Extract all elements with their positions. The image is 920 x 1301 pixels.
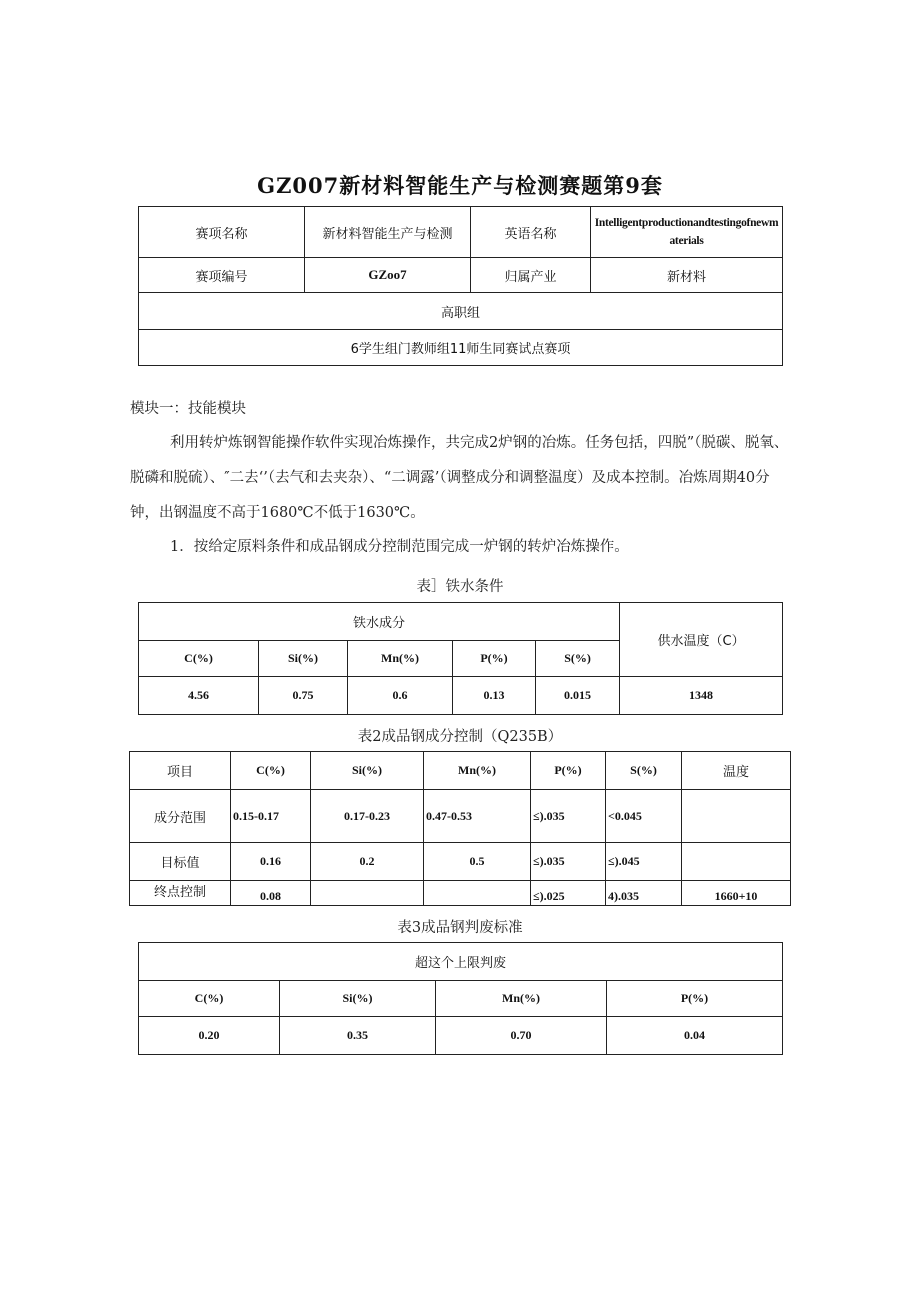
table3-val-p: 0.04 bbox=[607, 1017, 783, 1055]
table3-col-si: Si(%) bbox=[280, 981, 436, 1017]
industry-label: 归属产业 bbox=[471, 258, 591, 293]
table1-col-p: P(%) bbox=[453, 641, 536, 677]
table3-val-c: 0.20 bbox=[139, 1017, 280, 1055]
table-row bbox=[130, 881, 791, 906]
name-label: 赛项名称 bbox=[139, 207, 305, 258]
table-row bbox=[130, 843, 791, 881]
table2-row-label: 成分范围 bbox=[130, 790, 231, 843]
table2-cell: 0.08 bbox=[231, 881, 311, 906]
table2-cell bbox=[682, 790, 791, 843]
table1-val-p: 0.13 bbox=[453, 677, 536, 715]
table2-header-c: C(%) bbox=[231, 752, 311, 790]
table2-cell: 4).035 bbox=[606, 881, 682, 906]
table2-header-p: P(%) bbox=[531, 752, 606, 790]
group-cell: 高职组 bbox=[139, 293, 783, 330]
table1-val-c: 4.56 bbox=[139, 677, 259, 715]
table2-row-label: 终点控制 bbox=[130, 881, 231, 906]
table1-col-c: C(%) bbox=[139, 641, 259, 677]
table3-val-si: 0.35 bbox=[280, 1017, 436, 1055]
task-text: 1．按给定原料条件和成品钢成分控制范围完成一炉钢的转炉冶炼操作。 bbox=[170, 539, 629, 555]
english-label: 英语名称 bbox=[471, 207, 591, 258]
table2-cell: 0.5 bbox=[424, 843, 531, 881]
table1-val-mn: 0.6 bbox=[348, 677, 453, 715]
table1-caption: 表］铁水条件 bbox=[416, 579, 504, 595]
table1-col-mn: Mn(%) bbox=[348, 641, 453, 677]
table2-header-item: 项目 bbox=[130, 752, 231, 790]
table2-cell: <0.045 bbox=[606, 790, 682, 843]
table1-val-s: 0.015 bbox=[536, 677, 620, 715]
table3-col-c: C(%) bbox=[139, 981, 280, 1017]
module-heading: 模块一：技能模块 bbox=[130, 401, 246, 417]
table1-group-header: 铁水成分 bbox=[139, 603, 620, 641]
table2-cell: 0.47-0.53 bbox=[424, 790, 531, 843]
table3-col-p: P(%) bbox=[607, 981, 783, 1017]
table2-cell: 0.16 bbox=[231, 843, 311, 881]
intro-paragraph: 利用转炉炼钢智能操作软件实现冶炼操作，共完成2炉钢的冶炼。任务包括，四脱”（脱碳、脱氧、脱磷和脱硫）、″二去‘’（去气和去夹杂）、“二调露’（调整成分和调整温度）及成本控制。冶炼周期40分钟，出钢温度不高于1680℃不低于1630℃。 bbox=[130, 435, 789, 521]
table2-row-label: 目标值 bbox=[130, 843, 231, 881]
table-row bbox=[130, 790, 791, 843]
name-value: 新材料智能生产与检测 bbox=[305, 207, 471, 258]
code-value: GZoo7 bbox=[305, 258, 471, 293]
table2-caption: 表2成品钢成分控制（Q235B） bbox=[357, 729, 563, 745]
info-table bbox=[138, 206, 783, 366]
table2-header-si: Si(%) bbox=[311, 752, 424, 790]
table3-caption: 表3成品钢判废标准 bbox=[397, 920, 523, 936]
table2-cell: ≤).035 bbox=[531, 843, 606, 881]
table2-cell: 1660+10 bbox=[682, 881, 791, 906]
industry-value: 新材料 bbox=[591, 258, 783, 293]
table1-val-temp: 1348 bbox=[620, 677, 783, 715]
table2-cell bbox=[682, 843, 791, 881]
table1 bbox=[138, 602, 783, 715]
table2-cell bbox=[311, 881, 424, 906]
table2-cell: 0.2 bbox=[311, 843, 424, 881]
table2-cell: ≤).045 bbox=[606, 843, 682, 881]
table2-header-temp: 温度 bbox=[682, 752, 791, 790]
table3-group-header: 超这个上限判废 bbox=[139, 943, 783, 981]
table1-temp-header: 供水温度（C） bbox=[620, 603, 783, 677]
code-label: 赛项编号 bbox=[139, 258, 305, 293]
table3-col-mn: Mn(%) bbox=[436, 981, 607, 1017]
table1-col-si: Si(%) bbox=[259, 641, 348, 677]
table2-cell bbox=[424, 881, 531, 906]
table2 bbox=[129, 751, 791, 906]
table2-cell: 0.17-0.23 bbox=[311, 790, 424, 843]
table2-cell: ≤).025 bbox=[531, 881, 606, 906]
table3-val-mn: 0.70 bbox=[436, 1017, 607, 1055]
table1-val-si: 0.75 bbox=[259, 677, 348, 715]
note-cell: 6学生组门教师组11师生同赛试点赛项 bbox=[139, 330, 783, 366]
table2-header-s: S(%) bbox=[606, 752, 682, 790]
table2-cell: 0.15-0.17 bbox=[231, 790, 311, 843]
table1-col-s: S(%) bbox=[536, 641, 620, 677]
english-value: Intelligentproductionandtestingofnewmaterials bbox=[591, 207, 783, 258]
table2-cell: ≤).035 bbox=[531, 790, 606, 843]
table2-header-mn: Mn(%) bbox=[424, 752, 531, 790]
table3 bbox=[138, 942, 783, 1055]
page-title: GZ007新材料智能生产与检测赛题第9套 bbox=[257, 173, 663, 198]
